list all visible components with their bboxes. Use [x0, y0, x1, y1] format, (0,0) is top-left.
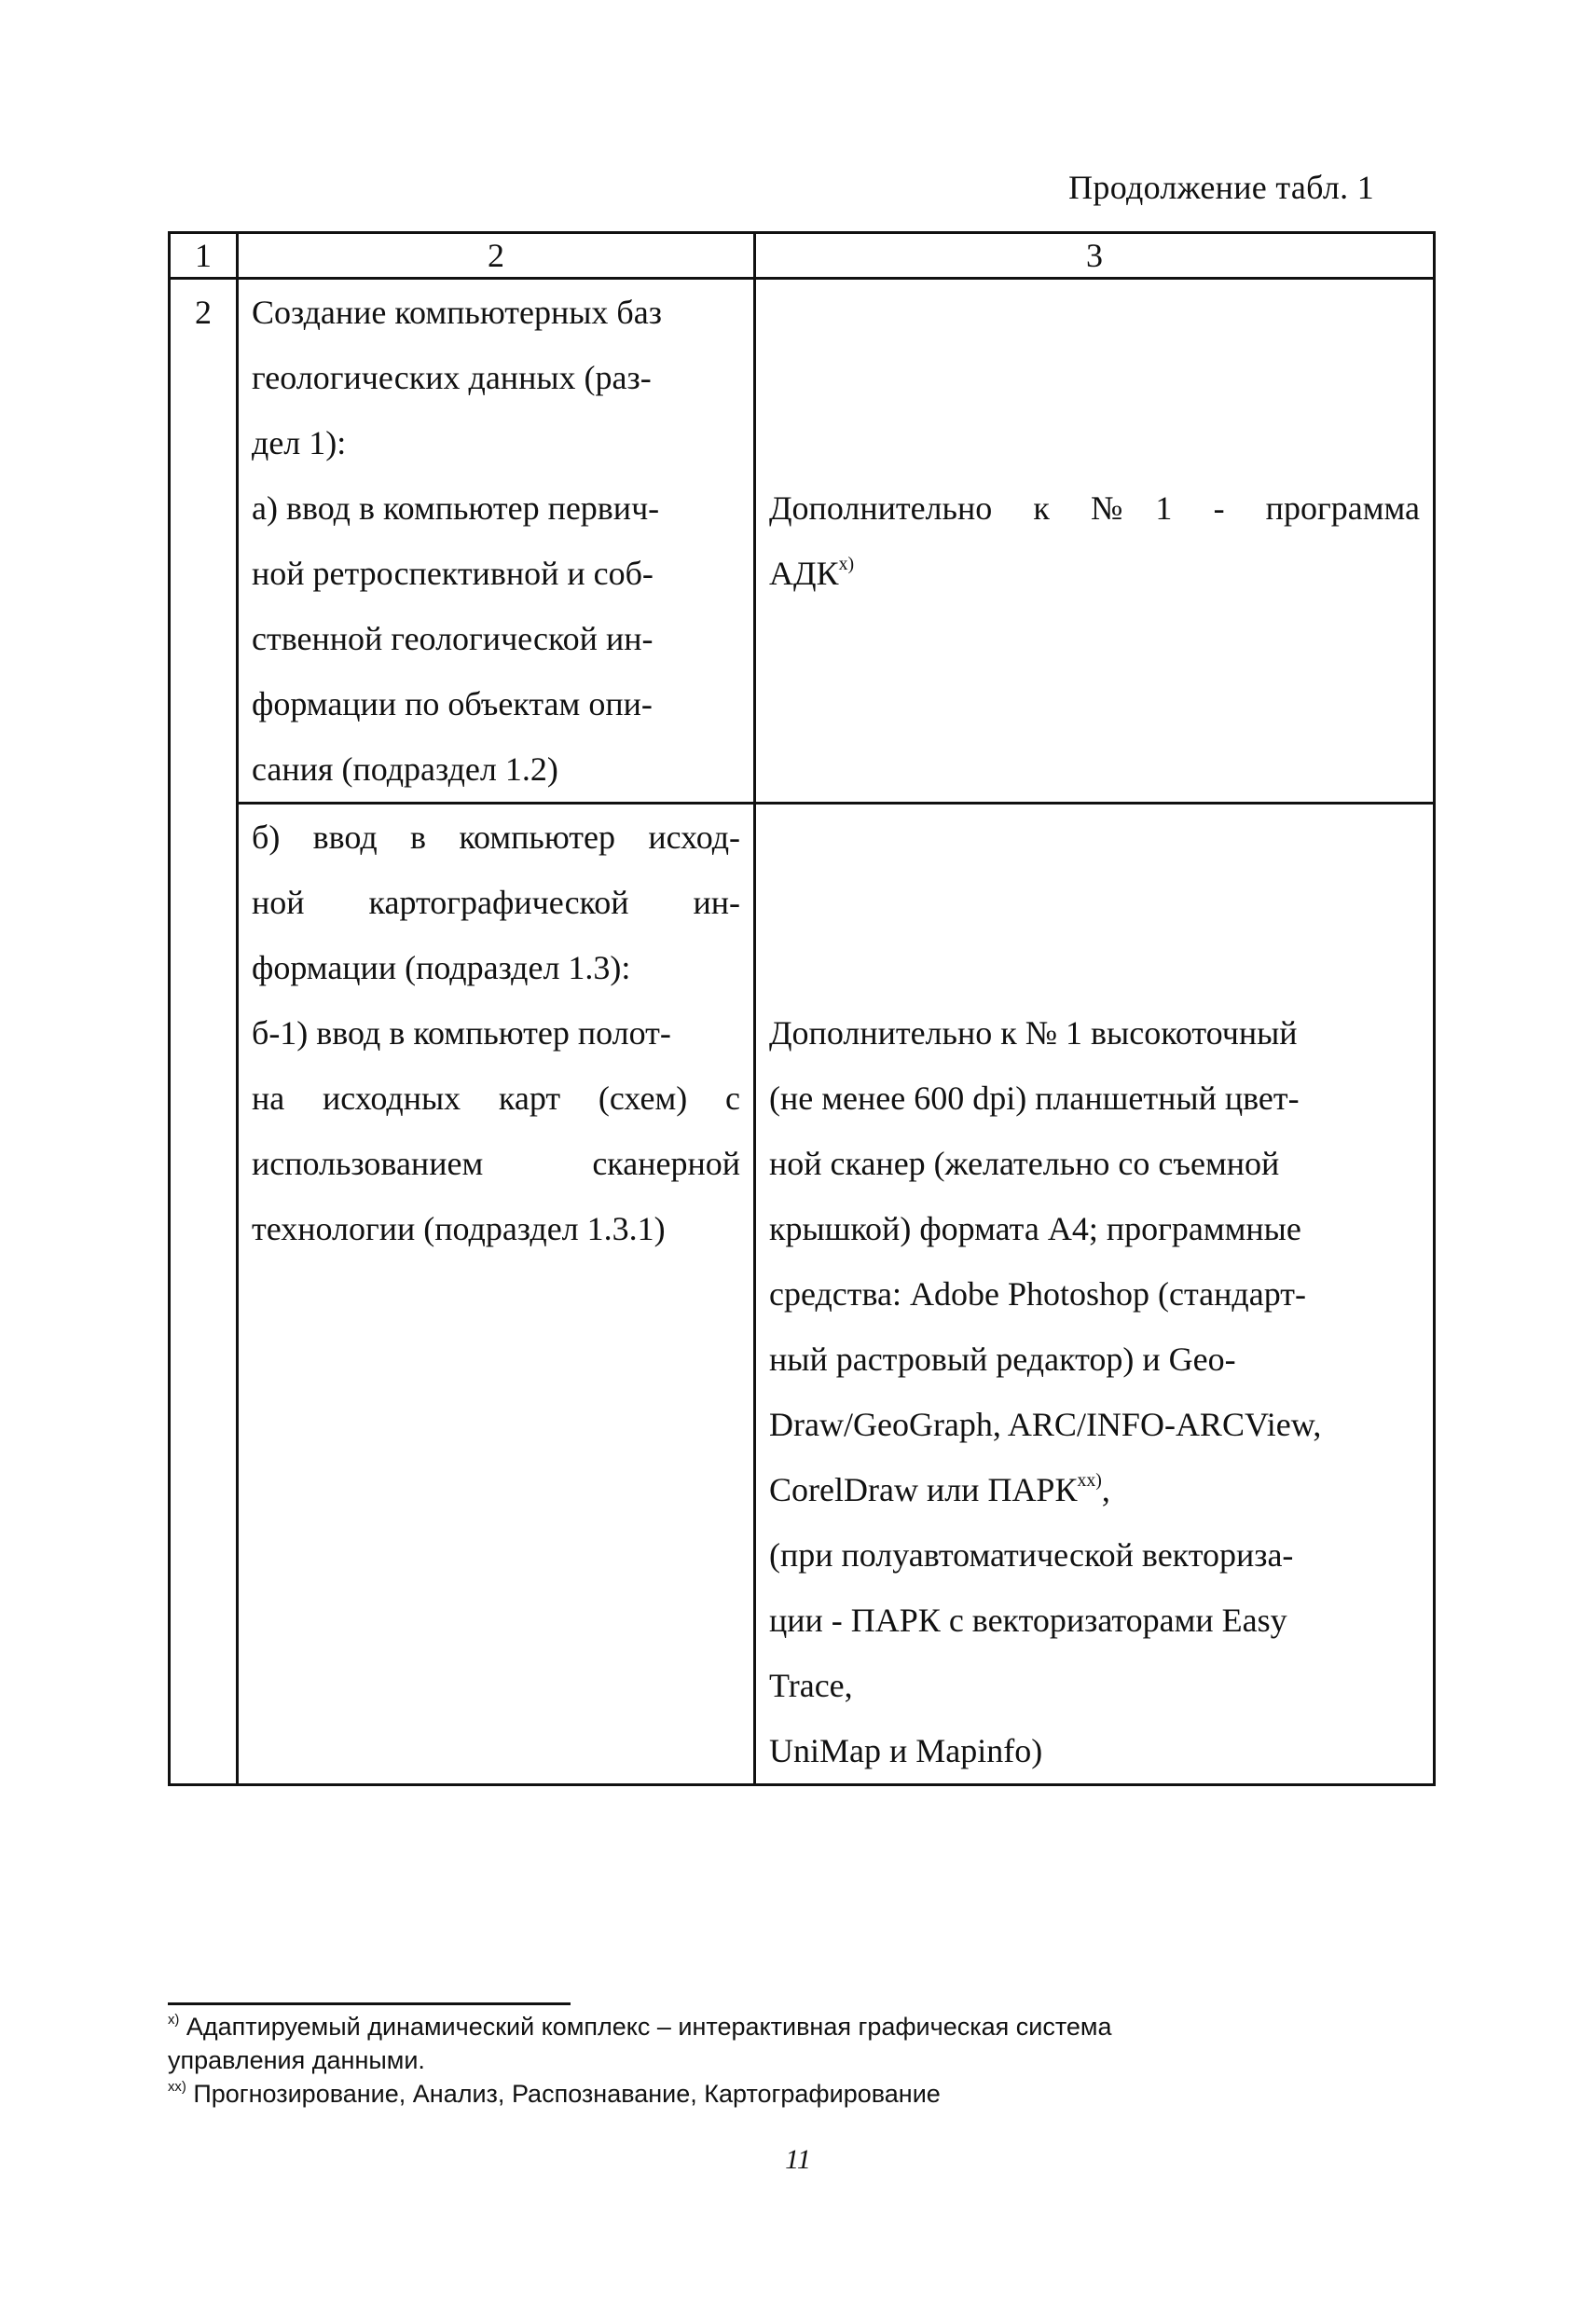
table-row [170, 279, 1435, 804]
table-row [170, 804, 1435, 1785]
task-line: сания (подраздел 1.2) [252, 750, 558, 788]
tools-line-adk [769, 541, 1420, 606]
blank-line [769, 345, 1420, 410]
task-line: Создание компьютерных баз [252, 294, 662, 331]
header-cell-3: 3 [755, 233, 1435, 279]
task-line: дел 1): [252, 424, 347, 461]
task-line: а) ввод в компьютер первич- [252, 489, 660, 527]
footnote-1-continuation: управления данными. [168, 2046, 425, 2074]
header-cell-1: 1 [170, 233, 238, 279]
footnote-divider [168, 2002, 571, 2005]
footnotes [168, 2010, 1398, 2111]
tools-cell-part2 [755, 804, 1435, 1785]
tools-line: Draw/GeoGraph, ARC/INFO-ARCView, [769, 1406, 1322, 1443]
adk-text: АДК [769, 555, 839, 592]
tools-line: Дополнительно к № 1 высокоточный [769, 1014, 1298, 1052]
footnote-2 [168, 2077, 1398, 2111]
tools-line: (при полуавтоматической векториза- [769, 1536, 1294, 1574]
task-line: ной картографической ин- [252, 884, 740, 921]
tools-line: крышкой) формата А4; программные [769, 1210, 1301, 1247]
task-line: формации по объектам опи- [252, 685, 653, 722]
blank-line [769, 410, 1420, 475]
footnote-mark-x: x) [168, 2013, 180, 2029]
tools-line: Trace, [769, 1667, 853, 1704]
blank-line [769, 870, 1420, 935]
park-text: CorelDraw или ПАРК [769, 1471, 1078, 1508]
tools-cell-part1 [755, 279, 1435, 804]
tools-line: средства: Adobe Photoshop (стандарт- [769, 1275, 1306, 1313]
tools-line: UniMap и Mapinfo) [769, 1732, 1043, 1769]
requirements-table [168, 231, 1436, 1786]
blank-line [769, 935, 1420, 1000]
task-line: ной ретроспективной и соб- [252, 555, 654, 592]
tools-line: ный растровый редактор) и Geo- [769, 1341, 1236, 1378]
tools-line: ной сканер (желательно со съемной [769, 1145, 1280, 1182]
task-line: формации (подраздел 1.3): [252, 949, 631, 986]
page-number: 11 [785, 2144, 811, 2175]
footnote-1 [168, 2010, 1398, 2043]
table-continuation-caption: Продолжение табл. 1 [1068, 169, 1374, 206]
header-cell-2: 2 [238, 233, 755, 279]
table-header-row [170, 233, 1435, 279]
blank-line [769, 280, 1420, 345]
task-cell-part1 [238, 279, 755, 804]
task-line: на исходных карт (схем) с [252, 1080, 740, 1117]
blank-line [769, 805, 1420, 870]
task-line: б-1) ввод в компьютер полот- [252, 1014, 671, 1052]
tools-line-park [769, 1457, 1420, 1522]
tools-line: ции - ПАРК с векторизаторами Easy [769, 1602, 1287, 1639]
tools-line: Дополнительно к №1 - программа [769, 489, 1420, 527]
task-line: ственной геологической ин- [252, 620, 654, 657]
tools-line: (не менее 600 dpi) планшетный цвет- [769, 1080, 1300, 1117]
task-line: технологии (подраздел 1.3.1) [252, 1210, 666, 1247]
footnote-ref-x: x) [838, 554, 855, 575]
footnote-mark-xx: xx) [168, 2080, 186, 2096]
task-line: использованием сканерной [252, 1145, 740, 1182]
task-line: б) ввод в компьютер исход- [252, 818, 740, 856]
task-line: геологических данных (раз- [252, 359, 652, 396]
footnote-ref-xx: xx) [1077, 1470, 1102, 1492]
park-tail: , [1101, 1471, 1110, 1508]
row-number-cell: 2 [170, 279, 238, 1785]
footnote-1-text: Адаптируемый динамический комплекс – интерактивная графическая система [186, 2013, 1112, 2041]
footnote-2-text: Прогнозирование, Анализ, Распознавание, Картографирование [193, 2080, 941, 2108]
task-cell-part2 [238, 804, 755, 1785]
